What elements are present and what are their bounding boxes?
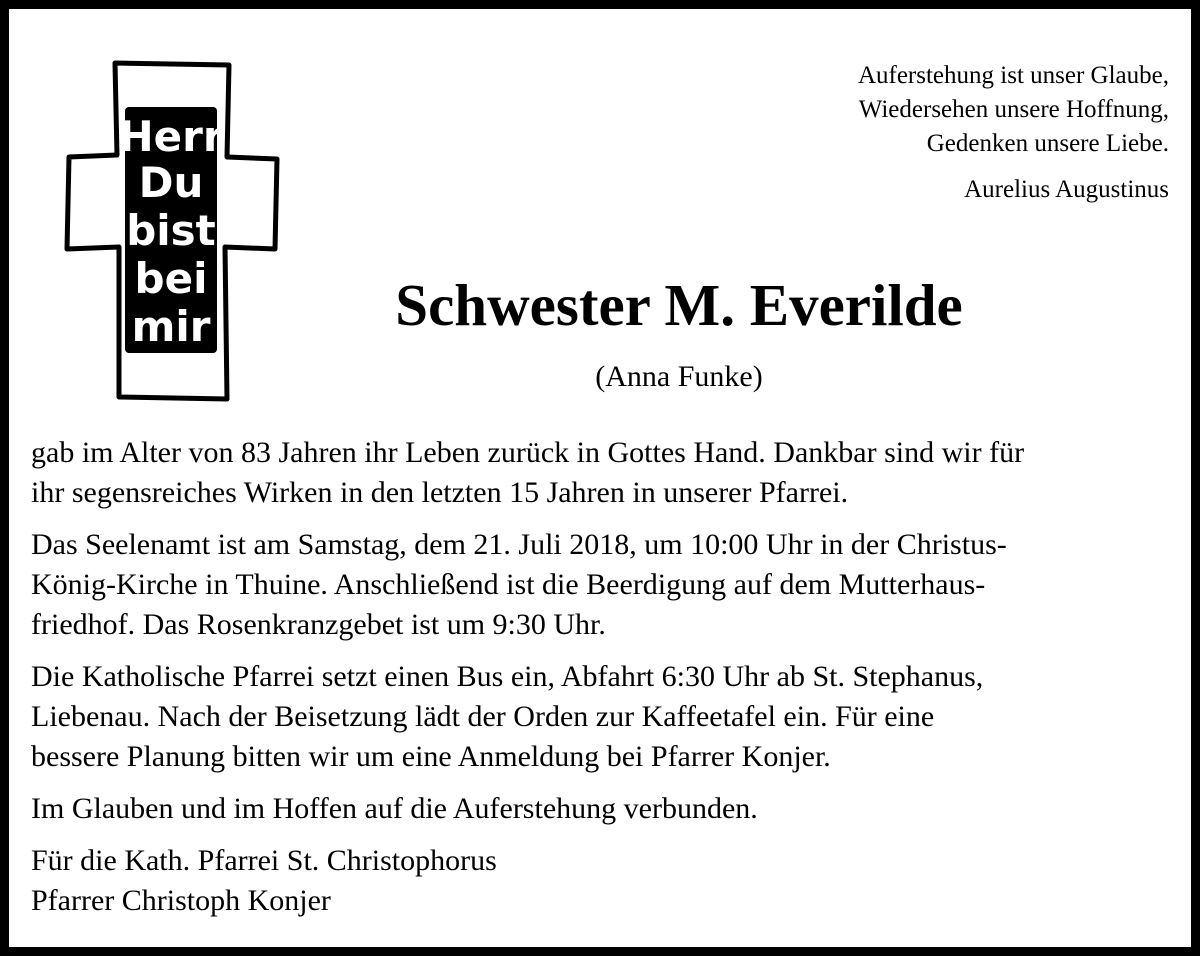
epigraph [649,59,1169,207]
quote-author: Aurelius Augustinus [964,176,1169,203]
text-line: Liebenau. Nach der Beisetzung lädt der Orden zur Kaffeetafel ein. Für eine [31,700,935,733]
paragraph [31,657,1191,777]
quote-line: Auferstehung ist unser Glaube, [857,62,1169,89]
text-line: gab im Alter von 83 Jahren ihr Leben zurück in Gottes Hand. Dankbar sind wir für [31,436,1025,469]
text-line: friedhof. Das Rosenkranzgebet ist um 9:30 Uhr. [31,608,606,641]
logo-word: bei [134,254,208,303]
text-line: ihr segensreiches Wirken in den letzten 15 Jahren in unserer Pfarrei. [31,476,849,509]
deceased-name: Schwester M. Everilde [395,272,963,338]
cross-icon [61,59,281,403]
text-line: König-Kirche in Thuine. Anschließend ist die Beerdigung auf dem Mutterhaus- [31,568,986,601]
signoff-line: Für die Kath. Pfarrei St. Christophorus [31,844,497,877]
text-line: Im Glauben und im Hoffen auf die Auferstehung verbunden. [31,792,758,825]
signoff-line: Pfarrer Christoph Konjer [31,884,331,917]
signature-block [31,841,1191,921]
text-line: bessere Planung bitten wir um eine Anmeldung bei Pfarrer Konjer. [31,740,831,773]
text-line: Das Seelenamt ist am Samstag, dem 21. Juli 2018, um 10:00 Uhr in der Christus- [31,528,1007,561]
logo-word: bist [126,206,216,255]
quote-line: Wiedersehen unsere Hoffnung, [858,96,1169,123]
paragraph [31,525,1191,645]
birth-name: (Anna Funke) [595,360,763,393]
paragraph [31,789,1191,829]
paragraph [31,433,1191,513]
notice-body [31,433,1191,921]
logo-word: mir [131,302,211,351]
text-line: Die Katholische Pfarrei setzt einen Bus ein, Abfahrt 6:30 Uhr ab St. Stephanus, [31,660,984,693]
logo-word: Du [138,158,204,207]
logo-word: Herr [118,112,224,161]
quote-line: Gedenken unsere Liebe. [926,130,1169,157]
